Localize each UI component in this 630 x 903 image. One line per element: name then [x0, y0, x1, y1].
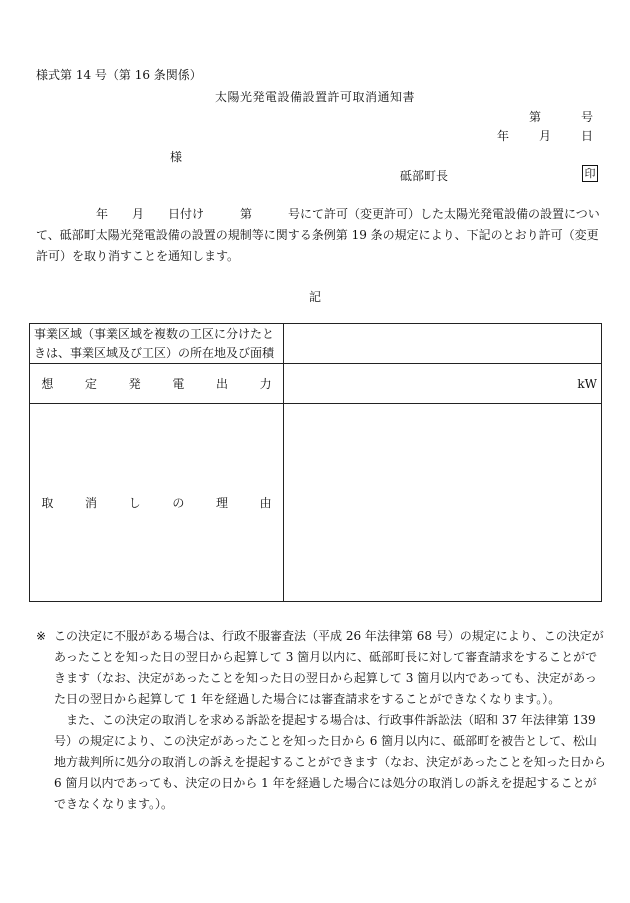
reason-label-char: 取 — [41, 496, 54, 510]
document-title: 太陽光発電設備設置許可取消通知書 — [214, 90, 415, 104]
note-paragraph-1: この決定に不服がある場合は、行政不服審査法（平成 26 年法律第 68 号）の規定により、この決定があったことを知った日の翌日から起算して 3 箇月以内に、砥部町長に対して審査請求をすることができます（なお、決定があったことを知った日の翌日から起算して 3 箇月以内であっても、決定があった日の翌日から起算して 1 年を経過した場合には審査請求をすることができなくなります。）。 — [54, 629, 604, 706]
form-number: 様式第 14 号（第 16 条関係） — [36, 68, 202, 82]
area-value — [284, 324, 602, 364]
number-go: 号 — [580, 110, 593, 124]
output-label-char: 発 — [128, 377, 141, 391]
reason-label-char: の — [172, 496, 185, 510]
note-mark: ※ — [36, 629, 47, 643]
number-dai: 第 — [528, 110, 541, 124]
issuer-name: 砥部町長 — [400, 169, 449, 183]
notice-body: 年 月 日付け 第 号にて許可（変更許可）した太陽光発電設備の設置について、砥部町太陽光発電設備の設置の規制等に関する条例第 19 条の規定により、下記のとおり許可（変更許可）を取り消すことを通知します。 — [36, 207, 600, 263]
output-label-char: 想 — [41, 377, 54, 391]
document-date — [497, 127, 593, 144]
table-row-reason — [30, 404, 602, 602]
details-table — [29, 323, 602, 602]
date-month: 月 — [538, 129, 551, 143]
table-row-output — [30, 364, 602, 404]
output-label — [30, 364, 284, 404]
table-row-area — [30, 324, 602, 364]
output-label-char: 定 — [84, 377, 97, 391]
output-label-char: 電 — [172, 377, 185, 391]
reason-label-char: 由 — [259, 496, 272, 510]
reason-value — [284, 404, 602, 602]
reason-label-char: し — [128, 496, 141, 510]
appeal-note — [36, 626, 606, 815]
notice-paragraph — [36, 204, 602, 267]
date-day: 日 — [580, 129, 593, 143]
output-unit: kW — [284, 364, 602, 404]
seal-mark: 印 — [582, 165, 598, 182]
output-label-char: 出 — [216, 377, 229, 391]
document-number — [529, 108, 593, 125]
note-paragraph-2: また、この決定の取消しを求める訴訟を提起する場合は、行政事件訴訟法（昭和 37 年法律第 139 号）の規定により、この決定があったことを知った日から 6 箇月以内に、砥部町を被告として、松山地方裁判所に処分の取消しの訴えを提起することができます（なお、決定があったことを知った日から 6 箇月以内であっても、決定の日から 1 年を経過した場合には処分の取消しの訴えを提起することができなくなります。）。 — [54, 713, 606, 811]
date-year: 年 — [496, 129, 509, 143]
reason-label-char: 理 — [216, 496, 229, 510]
ki-heading: 記 — [308, 290, 321, 304]
addressee-suffix: 様 — [170, 150, 183, 164]
reason-label — [30, 404, 284, 602]
area-label: 事業区域（事業区域を複数の工区に分けたときは、事業区域及び工区）の所在地及び面積 — [30, 324, 284, 364]
reason-label-char: 消 — [84, 496, 97, 510]
output-label-char: 力 — [259, 377, 272, 391]
